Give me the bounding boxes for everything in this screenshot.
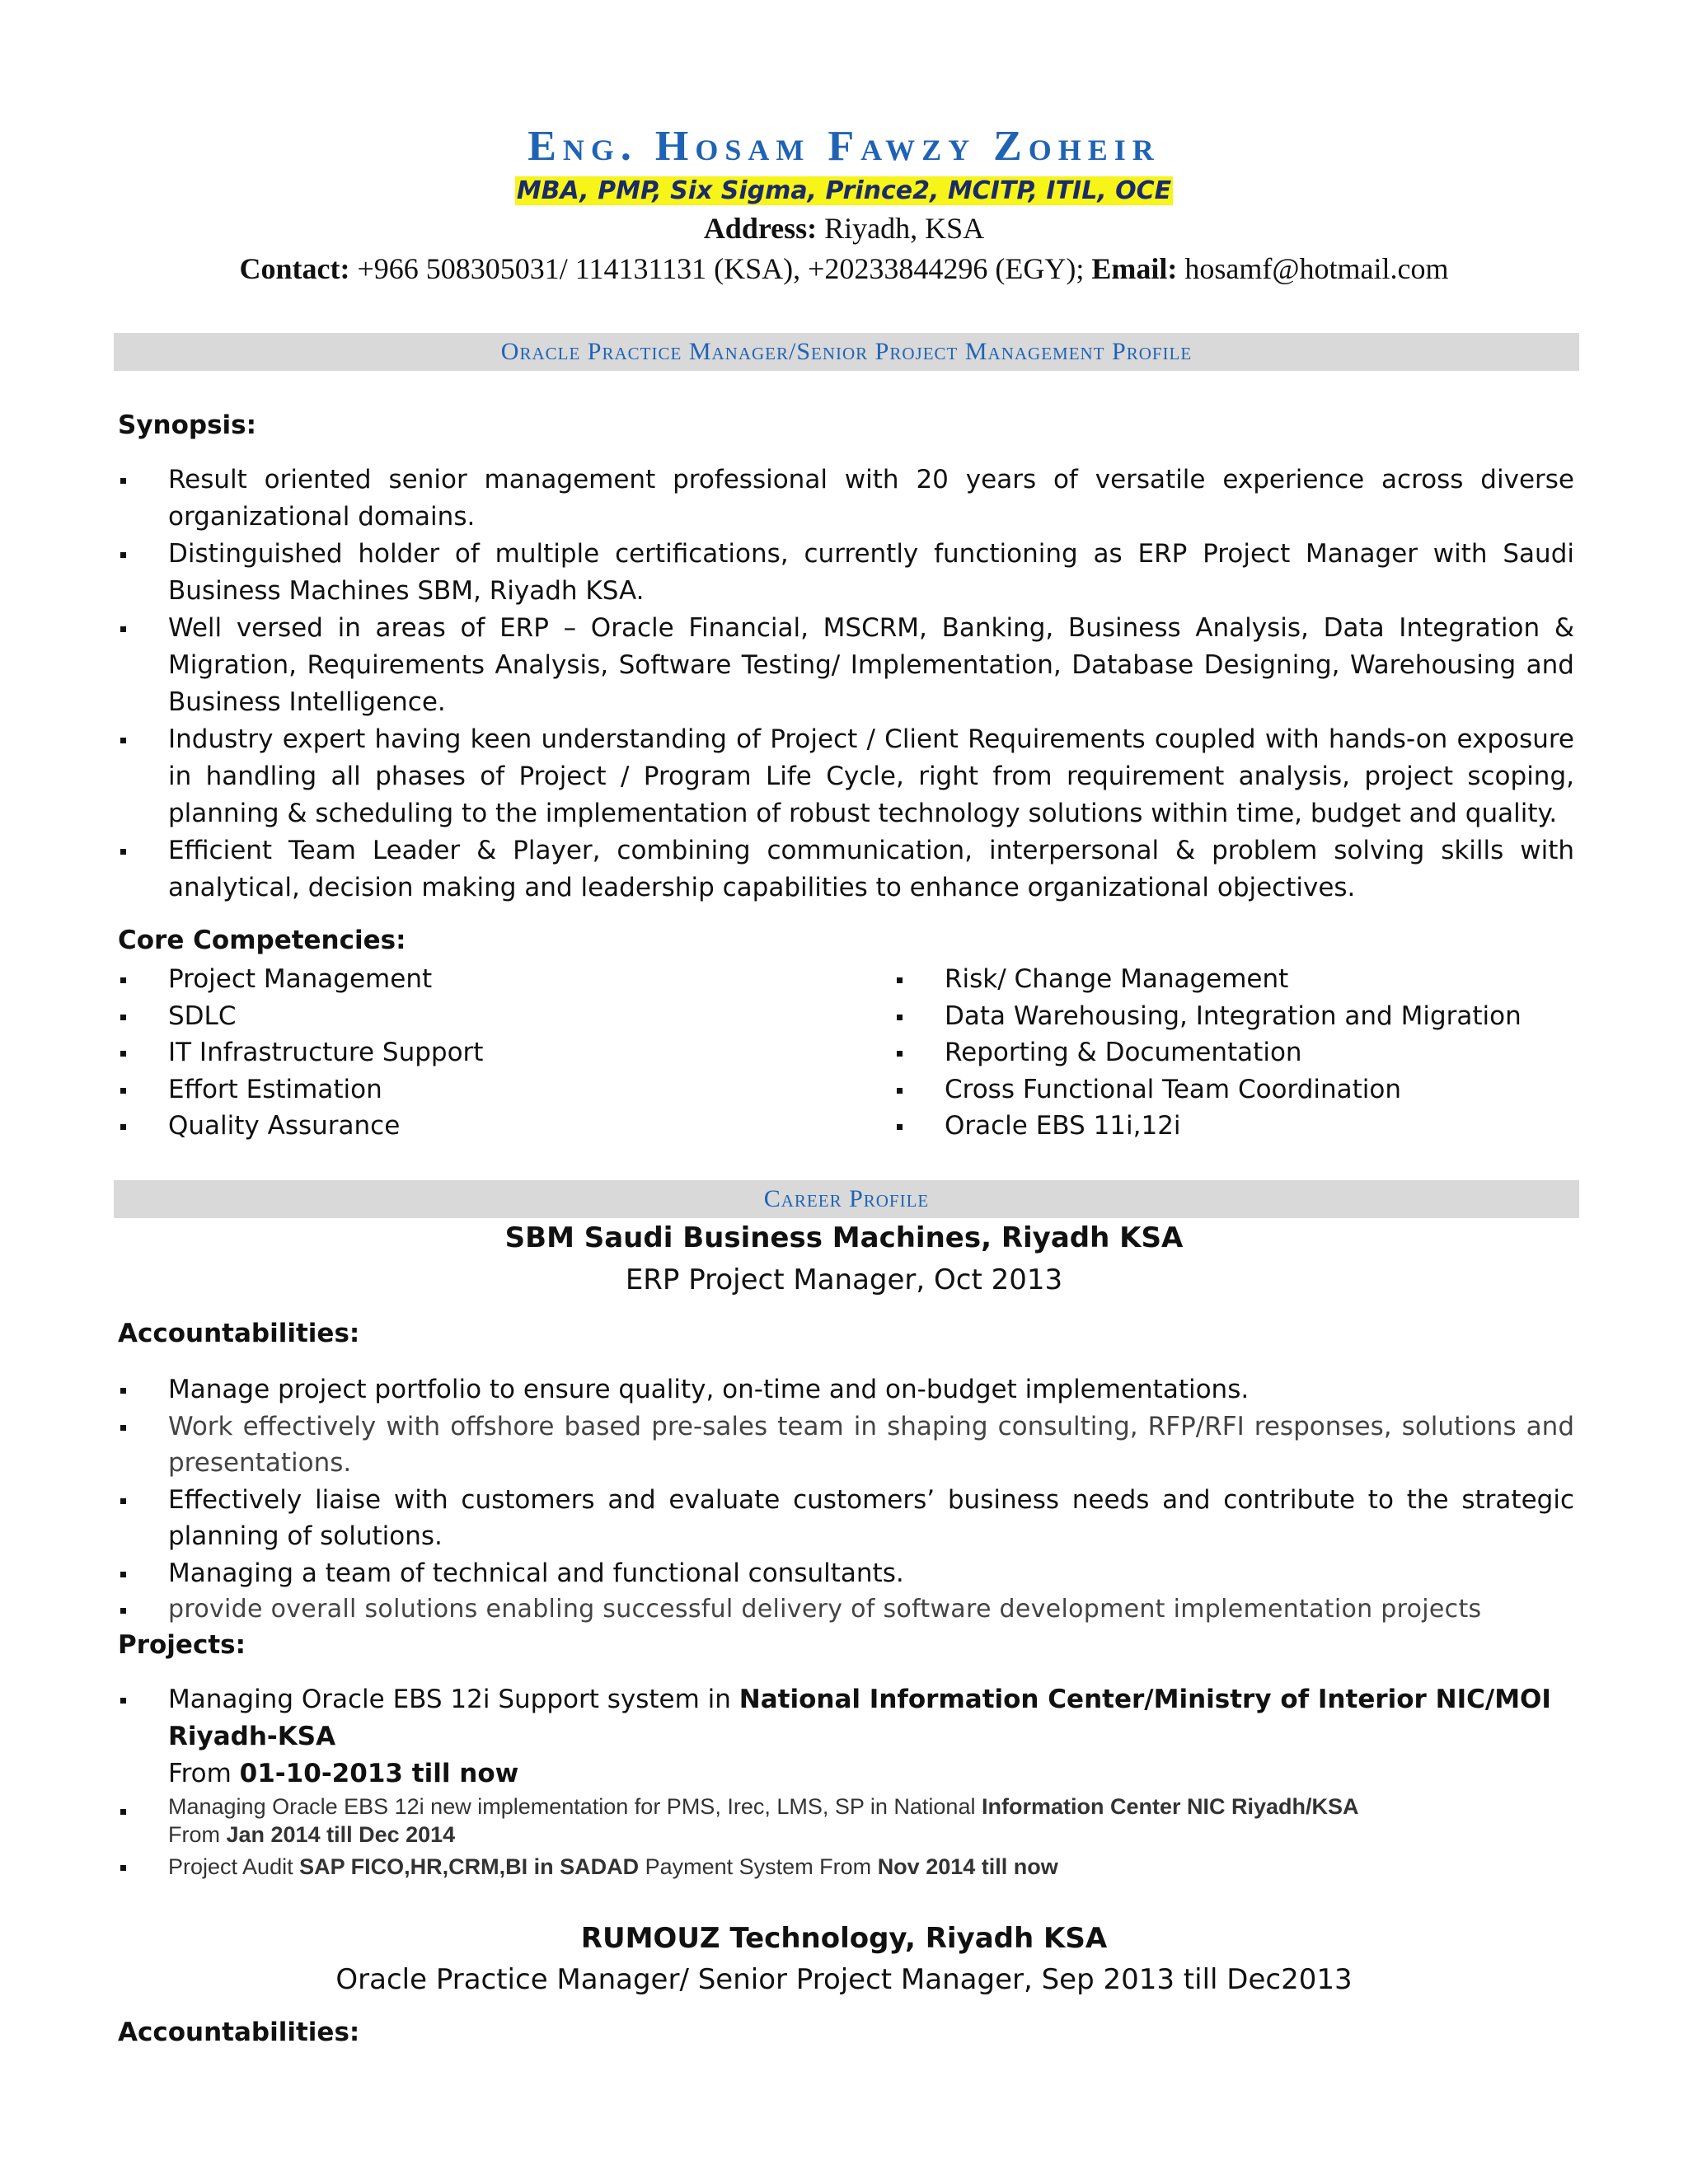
list-item: Risk/ Change Management [894,961,1578,998]
list-item: Manage project portfolio to ensure quality, on-time and on-budget implementations. [118,1371,1574,1408]
list-item: Oracle EBS 11i,12i [894,1108,1578,1145]
project-item: Managing Oracle EBS 12i Support system in National Information Center/Ministry of Interior NIC/MOI Riyadh-KSA From 01-10-2013 till now [118,1681,1574,1793]
job1-company: SBM Saudi Business Machines, Riyadh KSA [504,1221,1184,1254]
address-line [0,211,1688,246]
list-item: Project Management [118,961,860,998]
contact-value: +966 508305031/ 114131131 (KSA), +20233844296 (EGY); [349,252,1092,285]
list-item: Work effectively with offshore based pre-sales team in shaping consulting, RFP/RFI responses, solutions and presentations. [118,1408,1574,1482]
list-item: IT Infrastructure Support [118,1034,860,1071]
list-item: Reporting & Documentation [894,1034,1578,1071]
contact-line [0,251,1688,286]
job2-company: RUMOUZ Technology, Riyadh KSA [580,1922,1108,1955]
list-item: Data Warehousing, Integration and Migration [894,998,1578,1035]
competencies-left-list [118,961,860,1145]
list-item: Industry expert having keen understanding of Project / Client Requirements coupled with hands-on exposure in handling all phases of Project / Program Life Cycle, right from requirement analysis, project scoping, planning & scheduling to the implementation of robust technology solutions within time, budget and quality. [118,721,1574,832]
email-label: Email: [1091,252,1178,285]
contact-label: Contact: [239,252,350,285]
profile-section-band: Oracle Practice Manager/Senior Project Management Profile [114,333,1579,371]
job2-accountabilities-heading: Accountabilities: [118,2018,360,2047]
job1-accountabilities-heading: Accountabilities: [118,1319,360,1348]
list-item: Distinguished holder of multiple certifications, currently functioning as ERP Project Manager with Saudi Business Machines SBM, Riyadh KSA. [118,536,1574,610]
job1-projects-list [118,1681,1574,1885]
synopsis-list [118,462,1574,907]
list-item: Result oriented senior management professional with 20 years of versatile experience across diverse organizational domains. [118,462,1574,536]
list-item: Quality Assurance [118,1108,860,1145]
list-item: Cross Functional Team Coordination [894,1071,1578,1108]
candidate-name: Eng. Hosam Fawzy Zoheir [528,123,1160,170]
job1-projects-heading: Projects: [118,1630,246,1660]
certifications-line [0,176,1688,205]
list-item: Efficient Team Leader & Player, combining communication, interpersonal & problem solving skills with analytical, decision making and leadership capabilities to enhance organizational objectives. [118,832,1574,907]
competencies-heading: Core Competencies: [118,926,406,955]
job2-role: Oracle Practice Manager/ Senior Project Manager, Sep 2013 till Dec2013 [335,1963,1353,1996]
list-item: SDLC [118,998,860,1035]
list-item: provide overall solutions enabling successful delivery of software development implementation projects [118,1591,1574,1629]
list-item: Managing a team of technical and functional consultants. [118,1555,1574,1592]
list-item: Effectively liaise with customers and evaluate customers’ business needs and contribute to the strategic planning of solutions. [118,1482,1574,1555]
job1-accountabilities-list [118,1371,1574,1629]
list-item: Well versed in areas of ERP – Oracle Financial, MSCRM, Banking, Business Analysis, Data Integration & Migration, Requirements Analysis, Software Testing/ Implementation, Database Designing, Warehousing and Business Intelligence. [118,610,1574,721]
address-label: Address: [703,212,818,245]
list-item: Effort Estimation [118,1071,860,1108]
certifications-highlight: MBA, PMP, Six Sigma, Prince2, MCITP, ITIL, OCE [516,176,1172,205]
email-value: hosamf@hotmail.com [1177,252,1449,285]
synopsis-heading: Synopsis: [118,410,257,440]
career-section-band: Career Profile [114,1180,1579,1218]
project-item: Managing Oracle EBS 12i new implementation for PMS, Irec, LMS, SP in National Information Center NIC Riyadh/KSA From Jan 2014 till Dec 2014 [118,1793,1574,1849]
job1-role: ERP Project Manager, Oct 2013 [625,1263,1063,1296]
project-item: Project Audit SAP FICO,HR,CRM,BI in SADAD Payment System From Nov 2014 till now [118,1849,1574,1885]
competencies-right-list [894,961,1578,1145]
address-value: Riyadh, KSA [817,212,985,245]
